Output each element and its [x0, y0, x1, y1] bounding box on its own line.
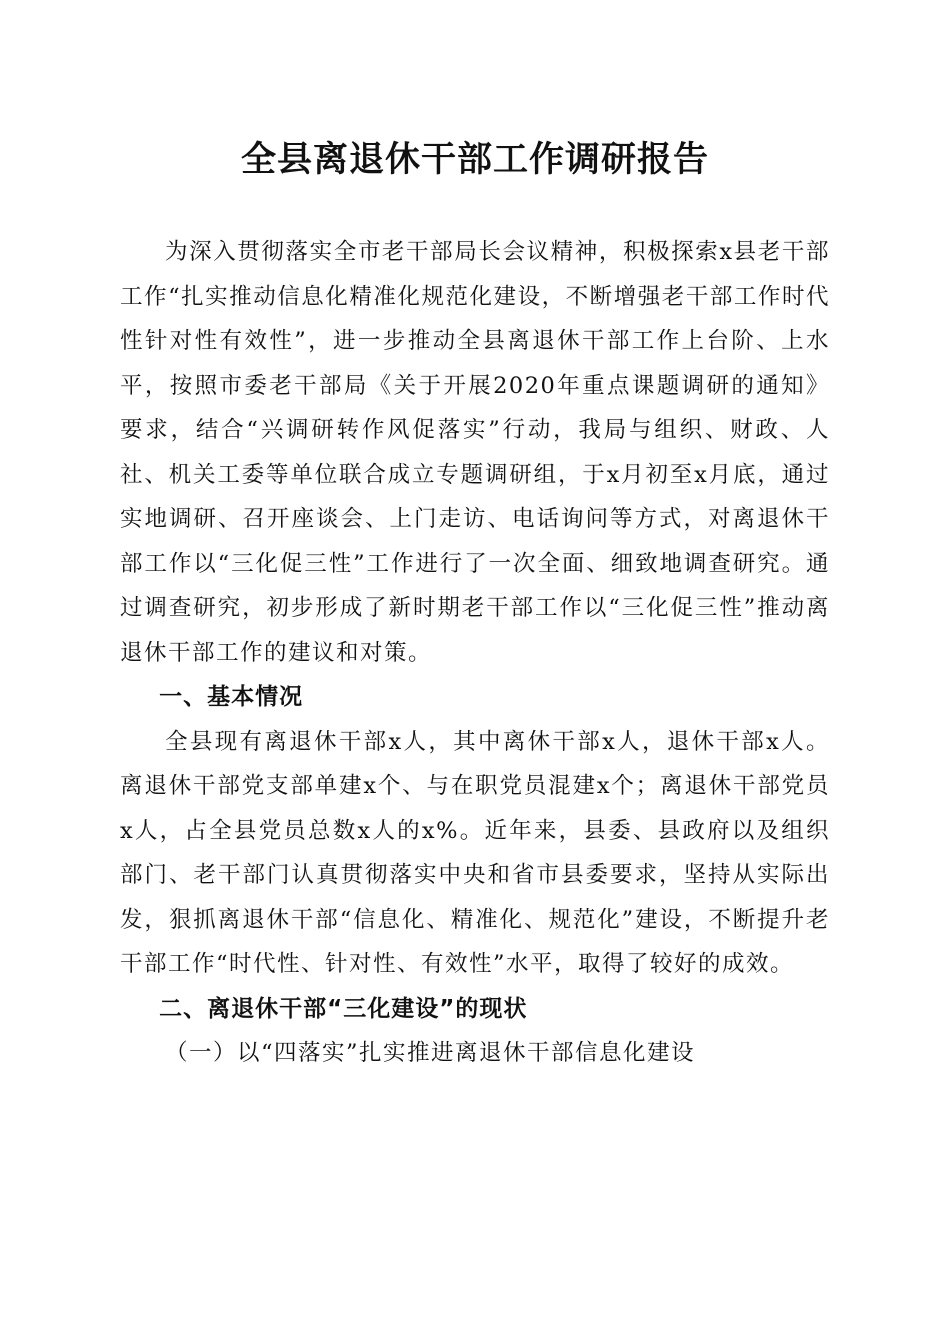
- document-title: 全县离退休干部工作调研报告: [240, 139, 709, 180]
- section-heading-basic-situation: 一、基本情况: [159, 684, 304, 710]
- intro-paragraph: 为深入贯彻落实全市老干部局长会议精神，积极探索x县老干部工作“扎实推动信息化精准化规范化建设，不断增强老干部工作时代性针对性有效性”，进一步推动全县离退休干部工作上台阶、上水平，按照市委老干部局《关于开展2020年重点课题调研的通知》要求，结合“兴调研转作风促落实”行动，我局与组织、财政、人社、机关工委等单位联合成立专题调研组，于x月初至x月底，通过实地调研、召开座谈会、上门走访、电话询问等方式，对离退休干部工作以“三化促三性”工作进行了一次全面、细致地调查研究。通过调查研究，初步形成了新时期老干部工作以“三化促三性”推动离退休干部工作的建议和对策。: [120, 239, 830, 666]
- basic-situation-paragraph: 全县现有离退休干部x人，其中离休干部x人，退休干部x人。离退休干部党支部单建x个、与在职党员混建x个；离退休干部党员x人，占全县党员总数x人的x%。近年来，县委、县政府以及组织部门、老干部门认真贯彻落实中央和省市县委要求，坚持从实际出发，狠抓离退休干部“信息化、精准化、规范化”建设，不断提升老干部工作“时代性、针对性、有效性”水平，取得了较好的成效。: [120, 728, 830, 977]
- document-body: [120, 230, 830, 1076]
- subsection-heading-informatization: （一）以“四落实”扎实推进离退休干部信息化建设: [165, 1040, 696, 1066]
- section-heading-current-status: 二、离退休干部“三化建设”的现状: [159, 995, 528, 1022]
